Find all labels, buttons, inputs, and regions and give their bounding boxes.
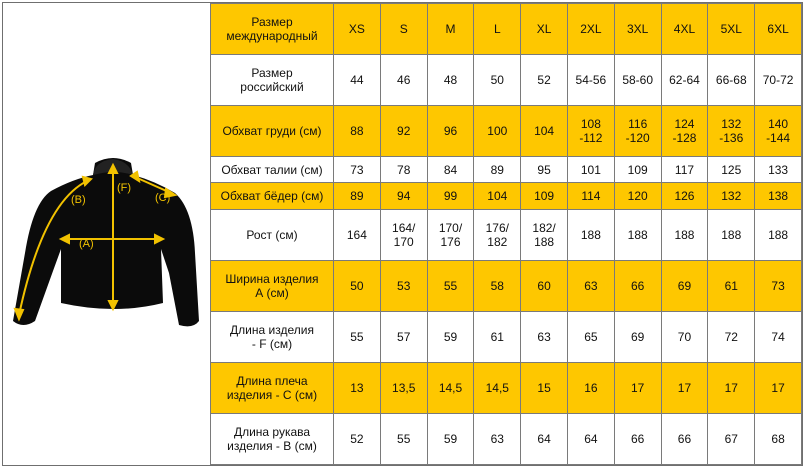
table-cell: 132 -136	[708, 106, 755, 157]
row-label: Размер международный	[211, 4, 334, 55]
table-cell: 55	[380, 413, 427, 464]
table-cell: 114	[567, 183, 614, 209]
row-label: Размер российский	[211, 55, 334, 106]
table-cell: 104	[521, 106, 568, 157]
table-cell: 50	[334, 260, 381, 311]
jacket-illustration	[3, 3, 210, 465]
table-cell: 69	[614, 311, 661, 362]
table-cell: 63	[567, 260, 614, 311]
label-b: (B)	[71, 194, 86, 206]
table-cell: 120	[614, 183, 661, 209]
table-cell: 55	[427, 260, 474, 311]
table-cell: 176/ 182	[474, 209, 521, 260]
table-row	[211, 209, 802, 260]
table-cell: 133	[755, 157, 802, 183]
table-cell: 66	[614, 413, 661, 464]
table-cell: 67	[708, 413, 755, 464]
table-cell: 70	[661, 311, 708, 362]
table-cell: 16	[567, 362, 614, 413]
table-cell: 64	[521, 413, 568, 464]
table-cell: L	[474, 4, 521, 55]
table-cell: 52	[334, 413, 381, 464]
table-cell: 66	[661, 413, 708, 464]
table-cell: 89	[334, 183, 381, 209]
label-a: (A)	[79, 238, 94, 250]
table-cell: 60	[521, 260, 568, 311]
table-cell: 101	[567, 157, 614, 183]
table-cell: 2XL	[567, 4, 614, 55]
table-cell: 52	[521, 55, 568, 106]
table-cell: 57	[380, 311, 427, 362]
table-cell: 46	[380, 55, 427, 106]
table-cell: 188	[755, 209, 802, 260]
table-cell: 17	[614, 362, 661, 413]
table-row	[211, 413, 802, 464]
table-cell: 58	[474, 260, 521, 311]
table-cell: 94	[380, 183, 427, 209]
table-cell: 109	[614, 157, 661, 183]
table-cell: 70-72	[755, 55, 802, 106]
table-cell: 3XL	[614, 4, 661, 55]
table-cell: 96	[427, 106, 474, 157]
table-cell: 188	[614, 209, 661, 260]
table-cell: 61	[474, 311, 521, 362]
table-cell: 88	[334, 106, 381, 157]
label-f: (F)	[117, 182, 132, 194]
table-cell: 78	[380, 157, 427, 183]
row-label: Обхват бёдер (см)	[211, 183, 334, 209]
table-cell: 109	[521, 183, 568, 209]
table-row	[211, 106, 802, 157]
table-cell: 13,5	[380, 362, 427, 413]
table-cell: 68	[755, 413, 802, 464]
table-row	[211, 55, 802, 106]
size-table	[210, 3, 802, 465]
row-label: Обхват талии (см)	[211, 157, 334, 183]
row-label: Обхват груди (см)	[211, 106, 334, 157]
table-cell: 4XL	[661, 4, 708, 55]
table-cell: 59	[427, 311, 474, 362]
table-cell: XL	[521, 4, 568, 55]
table-cell: 61	[708, 260, 755, 311]
table-cell: 72	[708, 311, 755, 362]
table-cell: 170/ 176	[427, 209, 474, 260]
table-cell: 164	[334, 209, 381, 260]
table-cell: 132	[708, 183, 755, 209]
table-cell: 5XL	[708, 4, 755, 55]
table-cell: 188	[567, 209, 614, 260]
table-cell: 89	[474, 157, 521, 183]
table-row	[211, 4, 802, 55]
table-cell: 65	[567, 311, 614, 362]
table-cell: 14,5	[474, 362, 521, 413]
table-cell: 66-68	[708, 55, 755, 106]
jacket-diagram	[3, 3, 210, 465]
table-cell: 6XL	[755, 4, 802, 55]
table-cell: 138	[755, 183, 802, 209]
table-cell: 59	[427, 413, 474, 464]
table-row	[211, 157, 802, 183]
table-cell: 17	[661, 362, 708, 413]
table-row	[211, 183, 802, 209]
table-cell: 140 -144	[755, 106, 802, 157]
row-label: Длина плеча изделия - С (см)	[211, 362, 334, 413]
table-cell: 125	[708, 157, 755, 183]
table-cell: 63	[521, 311, 568, 362]
table-cell: 54-56	[567, 55, 614, 106]
table-cell: 117	[661, 157, 708, 183]
table-cell: 95	[521, 157, 568, 183]
table-cell: 124 -128	[661, 106, 708, 157]
table-cell: 92	[380, 106, 427, 157]
table-cell: 53	[380, 260, 427, 311]
table-row	[211, 362, 802, 413]
table-cell: 44	[334, 55, 381, 106]
table-cell: 66	[614, 260, 661, 311]
table-cell: 74	[755, 311, 802, 362]
table-cell: 182/ 188	[521, 209, 568, 260]
table-cell: 73	[755, 260, 802, 311]
table-cell: 64	[567, 413, 614, 464]
table-cell: 63	[474, 413, 521, 464]
table-row	[211, 311, 802, 362]
table-cell: 126	[661, 183, 708, 209]
table-cell: M	[427, 4, 474, 55]
table-cell: 108 -112	[567, 106, 614, 157]
table-cell: 188	[708, 209, 755, 260]
table-cell: 13	[334, 362, 381, 413]
table-cell: S	[380, 4, 427, 55]
table-cell: 58-60	[614, 55, 661, 106]
table-cell: 69	[661, 260, 708, 311]
table-cell: 99	[427, 183, 474, 209]
table-cell: 62-64	[661, 55, 708, 106]
row-label: Ширина изделия А (см)	[211, 260, 334, 311]
table-cell: 14,5	[427, 362, 474, 413]
table-cell: XS	[334, 4, 381, 55]
table-cell: 73	[334, 157, 381, 183]
table-cell: 164/ 170	[380, 209, 427, 260]
table-cell: 84	[427, 157, 474, 183]
table-cell: 17	[755, 362, 802, 413]
table-cell: 116 -120	[614, 106, 661, 157]
row-label: Длина изделия - F (см)	[211, 311, 334, 362]
table-cell: 188	[661, 209, 708, 260]
table-row	[211, 260, 802, 311]
table-cell: 48	[427, 55, 474, 106]
table-cell: 50	[474, 55, 521, 106]
table-cell: 100	[474, 106, 521, 157]
table-cell: 15	[521, 362, 568, 413]
row-label: Длина рукава изделия - В (см)	[211, 413, 334, 464]
table-cell: 55	[334, 311, 381, 362]
row-label: Рост (см)	[211, 209, 334, 260]
label-c: (C)	[155, 192, 171, 204]
table-cell: 17	[708, 362, 755, 413]
table-cell: 104	[474, 183, 521, 209]
size-table-body	[211, 4, 802, 465]
